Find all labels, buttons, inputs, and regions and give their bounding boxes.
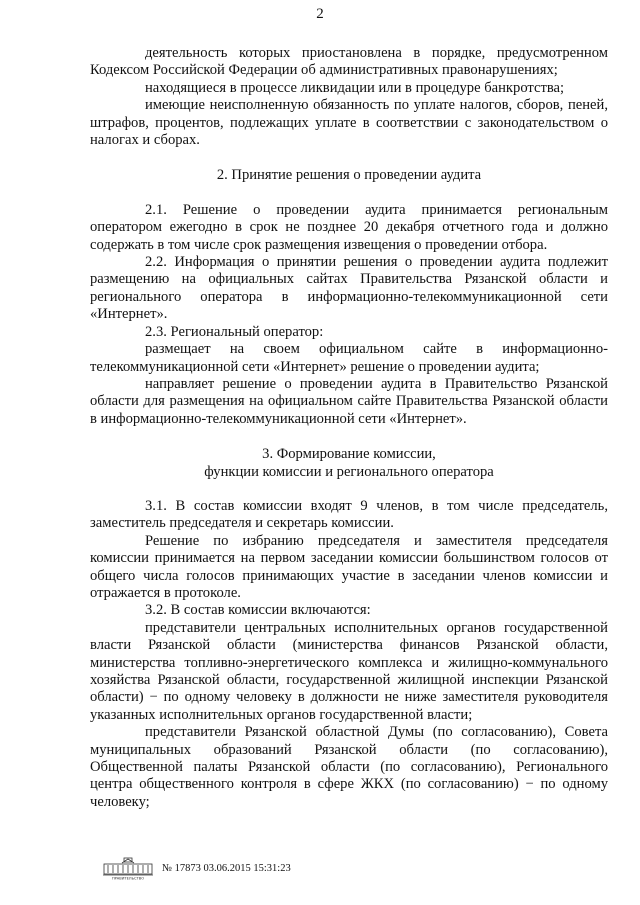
paragraph: 3.1. В состав комиссии входят 9 членов, в том числе председатель, заместитель председателя и секретарь комиссии. [90,497,608,532]
paragraph: размещает на своем официальном сайте в информационно-телекоммуникационной сети «Интернет» решение о проведении аудита; [90,341,608,375]
paragraph: 3.2. В состав комиссии включаются: [145,602,371,619]
paragraph: направляет решение о проведении аудита в Правительство Рязанской области для размещения на официальном сайте Правительства Рязанской области в информационно-телекоммуникационной сети «Интернет». [90,375,608,427]
paragraph: 2.3. Региональный оператор: [145,323,324,340]
section-3-heading-line-1: 3. Формирование комиссии, [262,446,436,463]
logo-caption: ПРАВИТЕЛЬСТВО [111,876,145,880]
page-number: 2 [316,6,324,22]
section-2-heading: 2. Принятие решения о проведении аудита [216,167,482,184]
footer [102,856,622,884]
paragraph: находящиеся в процессе ликвидации или в процедуре банкротства; [145,79,565,96]
paragraph: 2.2. Информация о принятии решения о проведении аудита подлежит размещению на официальных сайтах Правительства Рязанской области и регионального оператора в информационно-телекоммуникационной сети «Интернет». [90,254,608,323]
section-3-heading-line-2: функции комиссии и регионального оператора [204,463,494,480]
paragraph: 2.1. Решение о проведении аудита принимается региональным оператором ежегодно в срок не позднее 20 декабря отчетного года и должно содержать в том числе срок размещения извещения о проведении отбора. [90,201,608,253]
document-body [90,45,608,811]
paragraph: имеющие неисполненную обязанность по уплате налогов, сборов, пеней, штрафов, процентов, подлежащих уплате в соответствии с законодательством о налогах и сборах. [90,97,608,149]
paragraph: представители Рязанской областной Думы (по согласованию), Совета муниципальных образований Рязанской области (по согласованию), Общественной палаты Рязанской области (по согласованию), Регионального центра общественного контроля в сфере ЖКХ (по согласованию) − по одному человеку; [90,724,608,810]
paragraph: представители центральных исполнительных органов государственной власти Рязанской области (министерства финансов Рязанской области, министерства топливно-энергетического комплекса и жилищно-коммунального хозяйства Рязанской области, государственной жилищной инспекции Рязанской области) − по одному человеку в должности не ниже заместителя руководителя указанных исполнительных органов государственной власти; [90,619,608,723]
government-building-logo-icon [102,856,154,880]
registration-stamp: № 17873 03.06.2015 15:31:23 [162,863,291,874]
paragraph: деятельность которых приостановлена в порядке, предусмотренном Кодексом Российской Федерации об административных правонарушениях; [90,45,608,79]
paragraph: Решение по избранию председателя и заместителя председателя комиссии принимается на первом заседании комиссии большинством голосов от общего числа голосов принимающих участие в заседании членов комиссии и отражается в протоколе. [90,532,608,601]
